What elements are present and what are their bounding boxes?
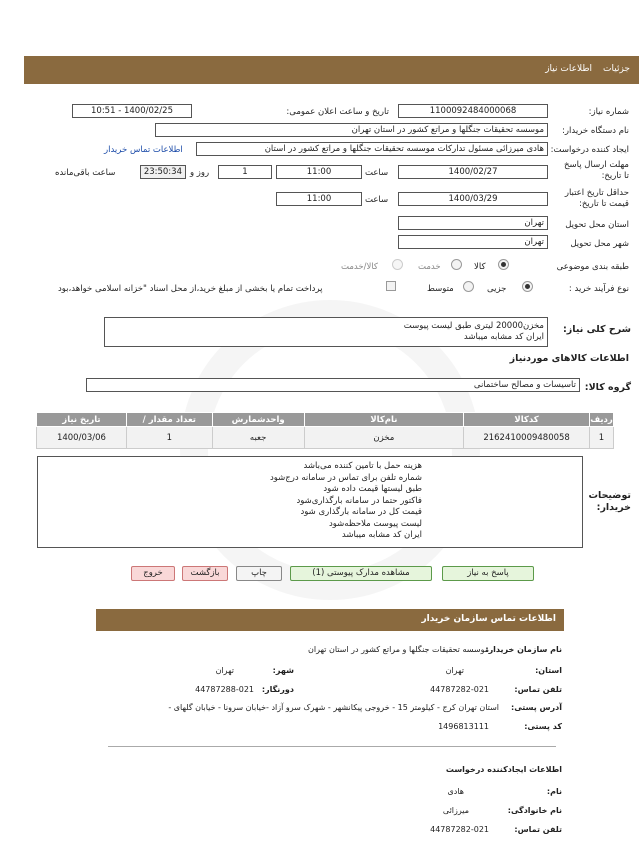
buyer-contact-link[interactable]: اطلاعات تماس خریدار bbox=[104, 145, 183, 155]
radio-medium[interactable] bbox=[463, 281, 474, 292]
contact-org-value: موسسه تحقیقات جنگلها و مراتع کشور در استان تهران bbox=[307, 645, 489, 654]
validity-label: حداقل تاریخ اعتبار قیمت تا تاریخ: bbox=[564, 188, 629, 209]
remaining-label: ساعت باقی‌مانده bbox=[55, 168, 116, 178]
buyer-desc-line: قیمت کل در سامانه بارگذاری شود bbox=[300, 507, 422, 517]
th-date: تاریخ نیاز bbox=[37, 413, 127, 427]
goods-table bbox=[36, 412, 614, 449]
table-row bbox=[37, 427, 614, 449]
contact-phone-value: 44787282-021 bbox=[430, 685, 489, 694]
contact-divider bbox=[108, 746, 556, 747]
contact-phone-label: تلفن تماس: bbox=[514, 685, 562, 694]
validity-time-field: 11:00 bbox=[276, 192, 362, 206]
requester-label: ایجاد کننده درخواست: bbox=[550, 145, 629, 155]
process-label: نوع فرآیند خرید : bbox=[568, 284, 629, 294]
goods-table-header bbox=[37, 413, 614, 427]
contact-fax-label: دورنگار: bbox=[261, 685, 294, 694]
top-nav-bar bbox=[24, 56, 639, 84]
attachments-button[interactable]: مشاهده مدارک پیوستی (1) bbox=[290, 566, 432, 581]
contact-address-label: آدرس پستی: bbox=[511, 703, 562, 712]
tab-need-info[interactable]: اطلاعات نیاز bbox=[545, 64, 592, 74]
creator-section-title: اطلاعات ایجادکننده درخواست bbox=[445, 765, 562, 774]
reply-deadline-label: مهلت ارسال پاسخ تا تاریخ: bbox=[564, 160, 629, 181]
radio-medium-label: متوسط bbox=[427, 284, 454, 294]
goods-section-title: اطلاعات کالاهای موردنیاز bbox=[509, 353, 629, 364]
payment-note: پرداخت تمام یا بخشی از مبلغ خرید،از محل اسناد "خزانه اسلامی خواهد،بود bbox=[58, 284, 323, 294]
print-button[interactable]: چاپ bbox=[236, 566, 282, 581]
radio-goods[interactable] bbox=[498, 259, 509, 270]
creator-phone-value: 44787282-021 bbox=[430, 825, 489, 834]
buyer-org-field: موسسه تحقیقات جنگلها و مراتع کشور در استان تهران bbox=[155, 123, 548, 137]
contact-city-label: شهر: bbox=[272, 666, 294, 675]
buyer-org-label: نام دستگاه خریدار: bbox=[562, 126, 629, 136]
radio-partial-label: جزیی bbox=[487, 284, 507, 294]
contact-org-label: نام سازمان خریدار: bbox=[485, 645, 562, 654]
creator-family-label: نام خانوادگی: bbox=[507, 806, 562, 815]
delivery-province-field: تهران bbox=[398, 216, 548, 230]
delivery-city-field: تهران bbox=[398, 235, 548, 249]
contact-city-value: تهران bbox=[215, 666, 234, 675]
contact-section-header bbox=[96, 609, 564, 631]
contact-postal-label: کد پستی: bbox=[524, 722, 562, 731]
creator-name-label: نام: bbox=[546, 787, 562, 796]
days-field: 1 bbox=[218, 165, 272, 179]
reply-time-field: 11:00 bbox=[276, 165, 362, 179]
goods-group-label: گروه کالا: bbox=[584, 382, 631, 393]
radio-service[interactable] bbox=[451, 259, 462, 270]
reply-time-label: ساعت bbox=[365, 168, 389, 178]
contact-fax-value: 44787288-021 bbox=[195, 685, 254, 694]
contact-address-value: استان تهران کرج - کیلومتر 15 - خروجی پیکانشهر - شهرک سرو آزاد -خیابان سرونا - خیابان گلهای - bbox=[168, 703, 499, 712]
buyer-desc-box bbox=[37, 456, 583, 548]
th-unit: واحدشمارش bbox=[212, 413, 304, 427]
tab-details[interactable]: جزئیات bbox=[603, 64, 630, 74]
remaining-time-field: 23:50:34 bbox=[140, 165, 186, 179]
treasury-checkbox[interactable] bbox=[386, 281, 396, 291]
cell-code: 2162410009480058 bbox=[464, 427, 590, 449]
cell-date: 1400/03/06 bbox=[37, 427, 127, 449]
exit-button[interactable]: خروج bbox=[131, 566, 175, 581]
th-index: ردیف bbox=[590, 414, 613, 425]
buyer-desc-line: طبق لیستها قیمت داده شود bbox=[323, 484, 422, 494]
delivery-province-label: استان محل تحویل bbox=[565, 220, 629, 230]
buyer-desc-line: هزینه حمل با تامین کننده می‌باشد bbox=[303, 461, 422, 471]
requester-field: هادی میرزائی مسئول تدارکات موسسه تحقیقات جنگلها و مراتع کشور در استان bbox=[196, 142, 548, 156]
creator-name-value: هادی bbox=[447, 787, 464, 796]
cell-name: مخزن bbox=[304, 427, 464, 449]
validity-date-field: 1400/03/29 bbox=[398, 192, 548, 206]
radio-goods-service[interactable] bbox=[392, 259, 403, 270]
buyer-desc-label: توضیحات خریدار: bbox=[588, 490, 631, 513]
creator-phone-label: تلفن تماس: bbox=[514, 825, 562, 834]
radio-goods-service-label: کالا/خدمت bbox=[341, 262, 378, 272]
cell-index: 1 bbox=[590, 427, 614, 449]
contact-province-label: استان: bbox=[535, 666, 562, 675]
buyer-desc-line: شماره تلفن برای تماس در سامانه درج‌شود bbox=[269, 472, 422, 483]
announce-label: تاریخ و ساعت اعلان عمومی: bbox=[286, 107, 389, 117]
th-name: نام‌کالا bbox=[304, 413, 464, 427]
radio-goods-label: کالا bbox=[474, 262, 486, 272]
creator-family-value: میرزائی bbox=[442, 806, 469, 815]
buyer-desc-line: لیست پیوست ملاحظه‌شود bbox=[329, 518, 422, 529]
summary-line-2: ایران کد مشابه میباشد bbox=[463, 332, 544, 342]
radio-service-label: خدمت bbox=[418, 262, 441, 272]
back-button[interactable]: بازگشت bbox=[182, 566, 228, 581]
summary-label: شرح کلی نیاز: bbox=[562, 324, 631, 335]
delivery-city-label: شهر محل تحویل bbox=[570, 239, 629, 249]
contact-postal-value: 1496813111 bbox=[438, 722, 489, 731]
days-label: روز و bbox=[190, 168, 210, 178]
summary-line-1: مخزن20000 لیتری طبق لیست پیوست bbox=[403, 321, 544, 331]
contact-section-title: اطلاعات تماس سازمان خریدار bbox=[421, 614, 556, 624]
category-label: طبقه بندی موضوعی bbox=[556, 262, 629, 272]
contact-province-value: تهران bbox=[445, 666, 464, 675]
reply-button[interactable]: پاسخ به نیاز bbox=[442, 566, 534, 581]
th-qty: تعداد مقدار / bbox=[126, 413, 212, 427]
announce-field: 1400/02/25 - 10:51 bbox=[72, 104, 192, 118]
buyer-desc-line: فاکتور حتما در سامانه بارگذاری‌شود bbox=[296, 495, 422, 506]
need-number-label: شماره نیاز: bbox=[588, 107, 629, 117]
goods-group-field: تاسیسات و مصالح ساختمانی bbox=[86, 378, 580, 392]
radio-partial[interactable] bbox=[522, 281, 533, 292]
buyer-desc-line: ایران کد مشابه میباشد bbox=[341, 530, 422, 540]
reply-date-field: 1400/02/27 bbox=[398, 165, 548, 179]
validity-time-label: ساعت bbox=[365, 195, 389, 205]
cell-qty: 1 bbox=[126, 427, 212, 449]
summary-box bbox=[104, 317, 548, 347]
cell-unit: جعبه bbox=[212, 427, 304, 449]
th-code: کدکالا bbox=[464, 413, 590, 427]
need-number-field: 1100092484000068 bbox=[398, 104, 548, 118]
